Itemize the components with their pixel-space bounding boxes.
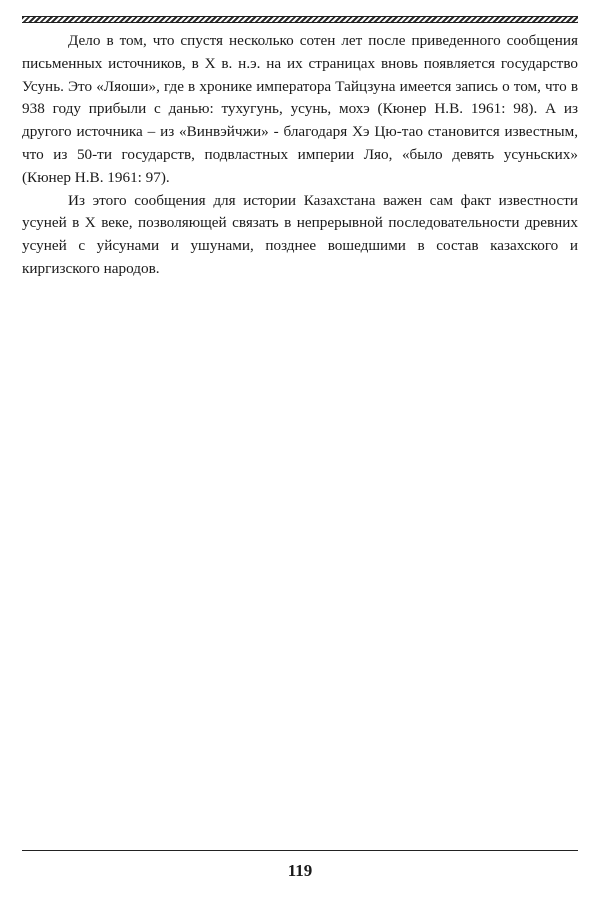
header-ornament-border — [22, 16, 578, 23]
paragraph-1: Дело в том, что спустя несколько сотен лет после приведенного сообщения письменных источников, в X в. н.э. на их страницах вновь появляется государство Усунь. Это «Ляоши», где в хронике императора Тайцзуна имеется запись о том, что в 938 году прибыли с данью: тухугунь, усунь, мохэ (Кюнер Н.В. 1961: 98). А из другого источника – из «Винвэйчжи» - благодаря Хэ Цю-тао становится известным, что из 50-ти государств, подвластных империи Ляо, «было девять усуньских» (Кюнер Н.В. 1961: 97). — [22, 32, 578, 186]
page-number: 119 — [287, 861, 313, 880]
body-text — [22, 30, 578, 281]
footer-divider — [22, 850, 578, 851]
paragraph-2: Из этого сообщения для истории Казахстана важен сам факт известности усуней в X веке, позволяющей связать в непрерывной последовательности древних усуней с уйсунами и ушунами, позднее вошедшими в состав казахского и киргизского народов. — [22, 191, 578, 277]
